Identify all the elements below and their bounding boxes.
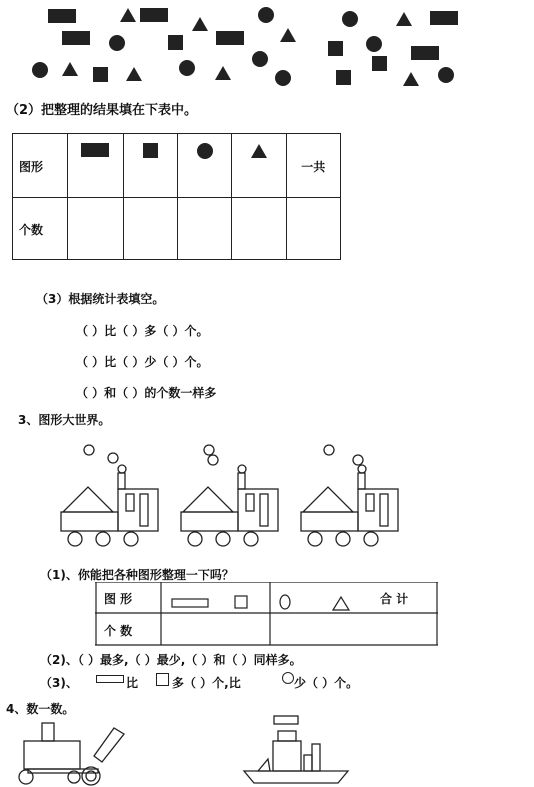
q3-sub1: （1)、你能把各种图形整理一下吗？	[40, 568, 234, 582]
rectangle-shape	[172, 599, 208, 607]
ship-figure	[240, 713, 355, 785]
fill-line-3: （ ）和（ ）的个数一样多	[76, 386, 217, 400]
circle-shape	[342, 11, 358, 27]
rectangle-icon	[96, 675, 124, 683]
train-1	[61, 445, 158, 546]
circle-shape	[32, 62, 48, 78]
triangle-shape	[62, 62, 78, 76]
circle-icon	[282, 672, 294, 684]
total-label: 一共	[301, 160, 326, 174]
circle-shape	[258, 7, 274, 23]
rectangle-shape	[81, 143, 109, 157]
triangle-shape	[192, 17, 208, 31]
square-shape	[336, 70, 351, 85]
count-cell[interactable]	[232, 198, 286, 260]
q4-heading: 4、数一数。	[6, 702, 75, 716]
count-cell[interactable]	[178, 198, 232, 260]
triangle-shape	[333, 597, 349, 610]
square-shape	[168, 35, 183, 50]
vehicle-figure	[14, 720, 134, 787]
triangle-shape	[126, 67, 142, 81]
square-shape	[328, 41, 343, 56]
square-shape	[235, 596, 247, 608]
circle-shape	[275, 70, 291, 86]
part3-heading: （3）根据统计表填空。	[36, 292, 165, 306]
rectangle-shape	[48, 9, 76, 23]
q3-total-label: 合 计	[380, 592, 409, 606]
train-2	[181, 445, 278, 546]
triangle-shape	[120, 8, 136, 22]
part2-heading: （2）把整理的结果填在下表中。	[6, 103, 198, 118]
rectangle-shape	[411, 46, 439, 60]
count-cell[interactable]	[123, 198, 177, 260]
triangle-shape	[396, 12, 412, 26]
circle-shape	[366, 36, 382, 52]
square-shape	[93, 67, 108, 82]
q3-row-count: 个 数	[104, 624, 133, 638]
row-label-shape: 图形	[19, 160, 44, 174]
oval-shape	[280, 595, 290, 609]
fill-line-2: （ ）比（ ）少（ ）个。	[76, 355, 209, 369]
triangle-shape	[215, 66, 231, 80]
circle-shape	[252, 51, 268, 67]
row-label-count: 个数	[19, 223, 44, 237]
square-icon	[156, 673, 169, 686]
circle-shape	[179, 60, 195, 76]
count-cell[interactable]	[67, 198, 123, 260]
rectangle-shape	[62, 31, 90, 45]
count-cell[interactable]	[286, 198, 340, 260]
circle-shape	[109, 35, 125, 51]
q3-sub3-d: 少（ ）个。	[294, 676, 359, 690]
triangle-shape	[280, 28, 296, 42]
trains-figure	[55, 440, 405, 552]
rectangle-shape	[140, 8, 168, 22]
tally-table	[12, 133, 341, 260]
fill-line-1: （ ）比（ ）多（ ）个。	[76, 324, 209, 338]
square-shape	[372, 56, 387, 71]
q3-sub2: （2)、（ ）最多,（ ）最少,（ ）和（ ）同样多。	[40, 653, 302, 667]
q3-row-shape: 图 形	[104, 592, 133, 606]
square-shape	[143, 143, 158, 158]
triangle-shape	[251, 144, 267, 158]
triangle-shape	[403, 72, 419, 86]
rectangle-shape	[216, 31, 244, 45]
q3-heading: 3、图形大世界。	[18, 413, 111, 427]
q3-sub3-c: 多（ ）个,比	[172, 676, 241, 690]
rectangle-shape	[430, 11, 458, 25]
train-3	[301, 445, 398, 546]
circle-shape	[197, 143, 213, 159]
q3-sub3-a: （3)、	[40, 676, 78, 690]
q3-sub3-b: 比	[126, 676, 139, 690]
circle-shape	[438, 67, 454, 83]
